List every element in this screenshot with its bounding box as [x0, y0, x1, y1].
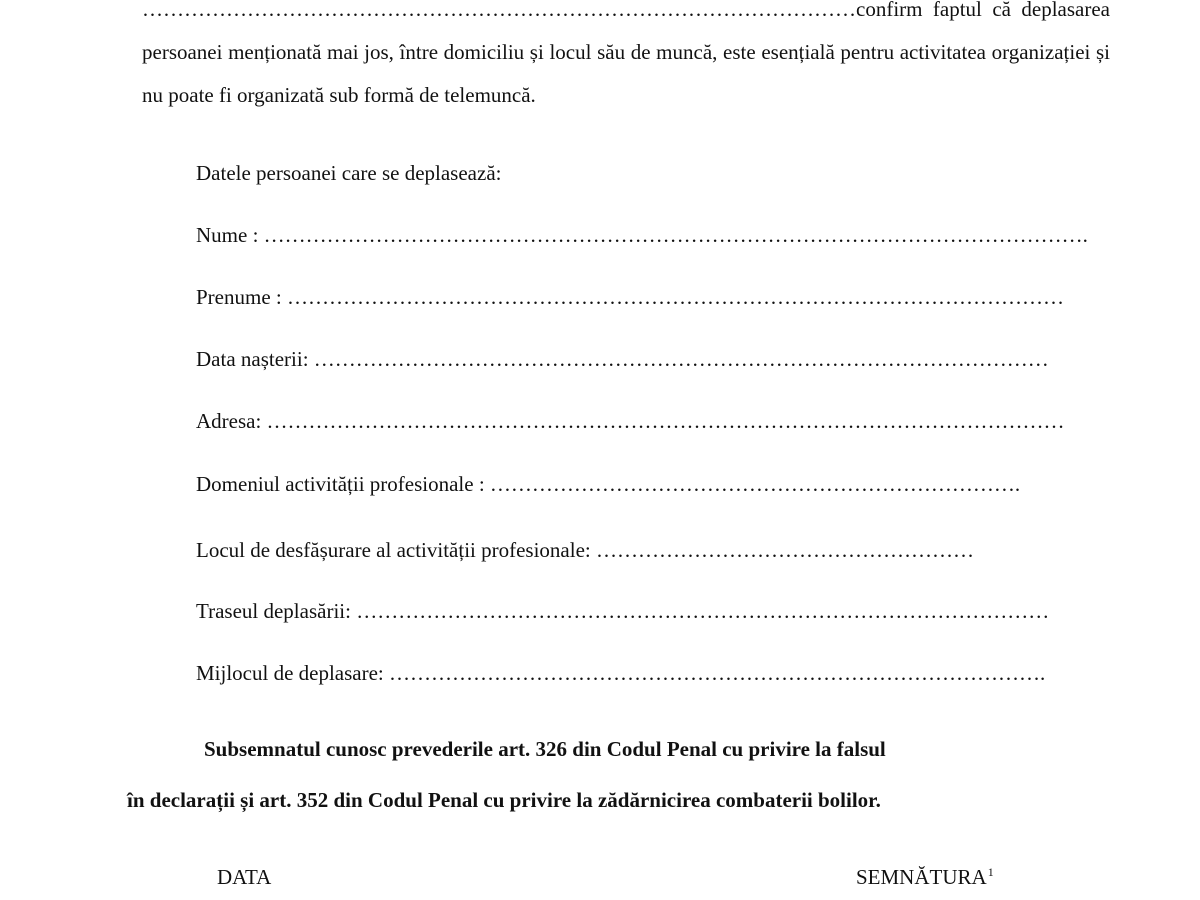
field-adresa[interactable]: Adresa: ……………………………………………………………………………………………………	[196, 409, 1065, 433]
field-locul-desfasurare[interactable]: Locul de desfășurare al activității profesionale: ………………………………………………	[196, 538, 974, 562]
person-section-heading: Datele persoanei care se deplasează:	[196, 161, 502, 185]
footnote-marker: 1	[987, 865, 994, 879]
notice-line-2: în declarații și art. 352 din Codul Penal cu privire la zădărnicirea combaterii bolilor.	[127, 788, 881, 812]
intro-rest: persoanei menționată mai jos, între domiciliu și locul său de muncă, este esențială pentru activitatea organizației și nu poate fi organizată sub formă de telemuncă.	[142, 40, 1110, 107]
field-prenume[interactable]: Prenume : …………………………………………………………………………………………………	[196, 285, 1064, 309]
field-domeniul-activitatii[interactable]: Domeniul activității profesionale : ………………………………………………………………….	[196, 472, 1021, 496]
intro-paragraph	[142, 0, 1110, 117]
field-nume[interactable]: Nume : ……………………………………………………………………………………………………….	[196, 223, 1088, 247]
intro-first-line: …………………………………………………………………………………………confirm faptul că deplasarea	[142, 0, 1110, 21]
field-traseul-deplasarii[interactable]: Traseul deplasării: ………………………………………………………………………………………	[196, 599, 1050, 623]
signature-label-text: SEMNĂTURA	[856, 865, 987, 889]
signature-label	[856, 864, 994, 890]
field-mijlocul-deplasare[interactable]: Mijlocul de deplasare: ………………………………………………………………………………….	[196, 661, 1046, 685]
field-data-nasterii[interactable]: Data nașterii: ……………………………………………………………………………………………	[196, 347, 1049, 371]
date-label: DATA	[217, 865, 272, 889]
notice-line-1: Subsemnatul cunosc prevederile art. 326 din Codul Penal cu privire la falsul	[204, 737, 886, 761]
